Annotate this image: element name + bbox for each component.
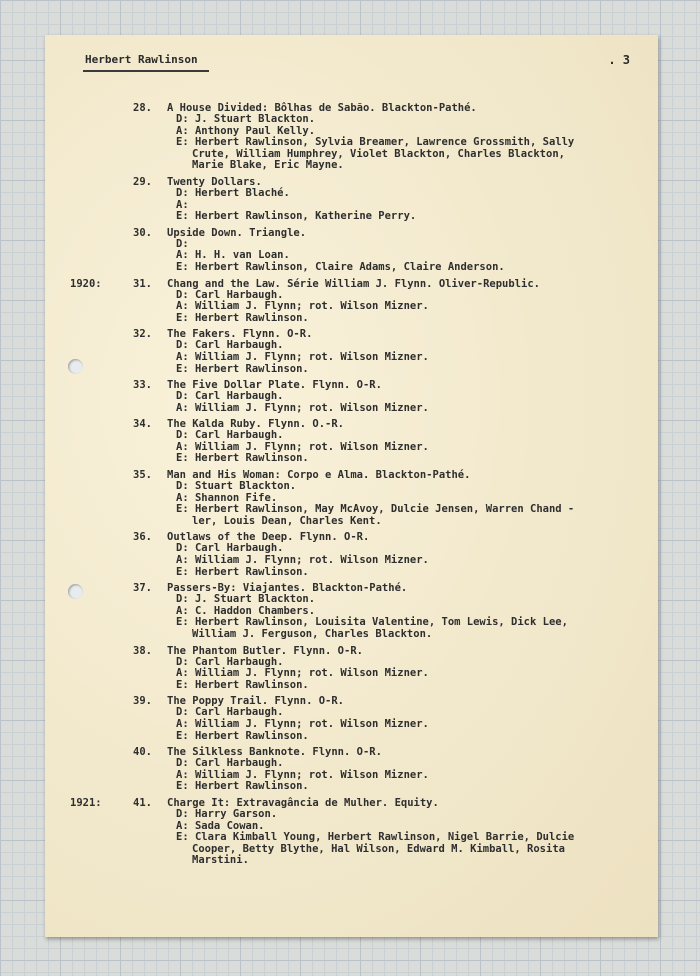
film-entry [45,695,658,742]
director-line: D: Carl Harbaugh. [176,542,284,555]
cast-line: William J. Ferguson, Charles Blackton. [192,628,433,640]
film-entry [45,328,658,375]
film-entry [45,531,658,578]
entry-number: 29. [133,175,152,188]
entry-number: 36. [133,531,152,544]
entry-title: Chang and the Law. Série William J. Flynn. Oliver-Republic. [167,277,540,290]
author-line: A: Anthony Paul Kelly. [176,124,316,137]
entry-credits [176,707,658,742]
film-entry [45,797,658,867]
entry-title: The Five Dollar Plate. Flynn. O-R. [167,379,382,392]
page-number: . 3 [608,53,630,67]
cast-line: E: Herbert Rawlinson, Claire Adams, Claire Anderson. [176,260,505,273]
cast-line: E: Herbert Rawlinson. [176,678,309,691]
author-line: A: William J. Flynn; rot. Wilson Mizner. [176,300,429,313]
entry-title: The Fakers. Flynn. O-R. [167,328,313,341]
director-line: D: Carl Harbaugh. [176,429,284,442]
entry-title: Outlaws of the Deep. Flynn. O-R. [167,531,370,544]
cast-line: ler, Louis Dean, Charles Kent. [192,514,382,527]
entry-number: 32. [133,328,152,341]
director-line: D: [176,237,189,250]
entry-credits [176,340,658,375]
entry-title: Charge It: Extravagância de Mulher. Equity. [167,796,439,809]
entry-number: 35. [133,469,152,482]
entry-credits [176,430,658,465]
director-line: D: Carl Harbaugh. [176,655,284,668]
author-line: A: William J. Flynn; rot. Wilson Mizner. [176,350,429,363]
entry-credits [176,188,658,223]
cast-line: E: Herbert Rawlinson. [176,729,309,742]
entry-credits [176,290,658,325]
entry-title: Man and His Woman: Corpo e Alma. Blackton-Pathé. [167,469,471,482]
entry-credits [176,391,658,414]
director-line: D: Herbert Blaché. [176,186,290,199]
film-entry [45,102,658,172]
director-line: D: Carl Harbaugh. [176,339,284,352]
director-line: D: J. Stuart Blackton. [176,593,316,606]
director-line: D: Carl Harbaugh. [176,757,284,770]
entry-title: The Kalda Ruby. Flynn. O.-R. [167,418,345,431]
entry-number: 31. [133,277,152,290]
cast-line: E: Herbert Rawlinson, Sylvia Breamer, Lawrence Grossmith, Sally [176,136,575,149]
film-entry [45,469,658,527]
cast-line: E: Clara Kimball Young, Herbert Rawlinson, Nigel Barrie, Dulcie [176,831,575,844]
entry-number: 40. [133,746,152,759]
entry-credits [176,543,658,578]
header-underline [83,70,209,72]
film-entry [45,645,658,692]
entry-credits [176,809,658,867]
entry-number: 37. [133,582,152,595]
entry-number: 28. [133,102,152,114]
entry-number: 33. [133,379,152,392]
filmography-list [45,102,658,871]
author-line: A: C. Haddon Chambers. [176,604,316,617]
entry-title: The Phantom Butler. Flynn. O-R. [167,644,363,657]
film-entry [45,278,658,325]
cast-line: Crute, William Humphrey, Violet Blackton, Charles Blackton, [192,147,565,160]
author-line: A: William J. Flynn; rot. Wilson Mizner. [176,768,429,781]
director-line: D: Carl Harbaugh. [176,288,284,301]
author-line: A: William J. Flynn; rot. Wilson Mizner. [176,440,429,453]
film-entry [45,582,658,640]
entry-credits [176,481,658,527]
cast-line: E: Herbert Rawlinson. [176,362,309,375]
film-entry [45,379,658,414]
film-entry [45,227,658,274]
director-line: D: Stuart Blackton. [176,480,297,493]
cast-line: Cooper, Betty Blythe, Hal Wilson, Edward M. Kimball, Rosita [192,842,565,855]
entry-credits [176,758,658,793]
author-line: A: [176,198,189,211]
entry-title: A House Divided: Bôlhas de Sabão. Blackton-Pathé. [167,102,477,114]
film-entry [45,746,658,793]
entry-number: 41. [133,796,152,809]
film-entry [45,418,658,465]
entry-title: The Poppy Trail. Flynn. O-R. [167,695,345,708]
header-name: Herbert Rawlinson [85,53,198,66]
entry-number: 38. [133,644,152,657]
director-line: D: Carl Harbaugh. [176,706,284,719]
cast-line: E: Herbert Rawlinson. [176,780,309,793]
author-line: A: William J. Flynn; rot. Wilson Mizner. [176,717,429,730]
cast-line: E: Herbert Rawlinson. [176,565,309,578]
typewritten-page [45,35,658,937]
author-line: A: William J. Flynn; rot. Wilson Mizner. [176,554,429,567]
entry-number: 39. [133,695,152,708]
cast-line: E: Herbert Rawlinson. [176,452,309,465]
entry-title: Twenty Dollars. [167,175,262,188]
cast-line: E: Herbert Rawlinson. [176,311,309,324]
entry-number: 34. [133,418,152,431]
author-line: A: William J. Flynn; rot. Wilson Mizner. [176,401,429,414]
director-line: D: Carl Harbaugh. [176,390,284,403]
entry-credits [176,657,658,692]
entry-year: 1921: [70,796,102,809]
cast-line: Marie Blake, Eric Mayne. [192,159,344,172]
author-line: A: William J. Flynn; rot. Wilson Mizner. [176,667,429,680]
entry-credits [176,594,658,640]
cast-line: Marstini. [192,854,249,867]
entry-title: The Silkless Banknote. Flynn. O-R. [167,746,382,759]
director-line: D: Harry Garson. [176,807,278,820]
author-line: A: Shannon Fife. [176,491,278,504]
cast-line: E: Herbert Rawlinson, Katherine Perry. [176,210,417,223]
cast-line: E: Herbert Rawlinson, May McAvoy, Dulcie Jensen, Warren Chand - [176,503,575,516]
cast-line: E: Herbert Rawlinson, Louisita Valentine, Tom Lewis, Dick Lee, [176,616,568,629]
entry-year: 1920: [70,277,102,290]
entry-title: Upside Down. Triangle. [167,226,307,239]
entry-credits [176,239,658,274]
film-entry [45,176,658,223]
director-line: D: J. Stuart Blackton. [176,113,316,125]
author-line: A: H. H. van Loan. [176,249,290,262]
author-line: A: Sada Cowan. [176,819,265,832]
entry-number: 30. [133,226,152,239]
entry-title: Passers-By: Viajantes. Blackton-Pathé. [167,582,408,595]
entry-credits [176,114,658,172]
